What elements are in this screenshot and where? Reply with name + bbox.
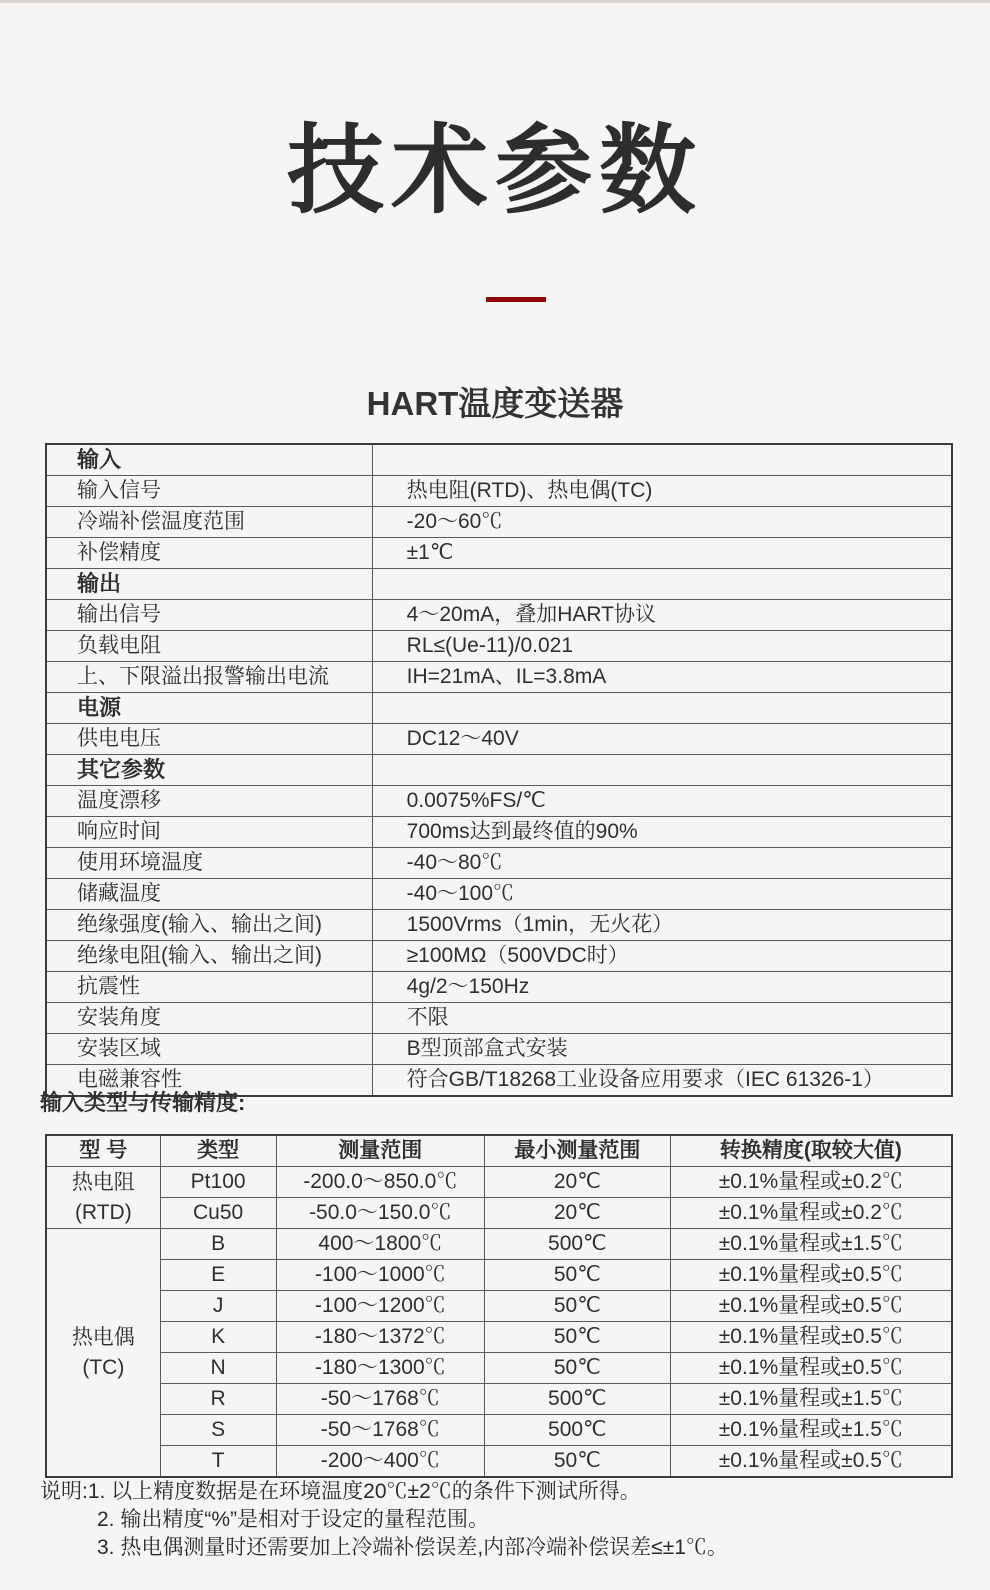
spec-row bbox=[46, 662, 952, 693]
spec-value-cell: 0.0075%FS/℃ bbox=[372, 786, 952, 817]
accuracy-header-row bbox=[46, 1135, 952, 1167]
accuracy-header-cell: 最小测量范围 bbox=[484, 1135, 670, 1167]
spec-row bbox=[46, 1003, 952, 1034]
spec-row bbox=[46, 507, 952, 538]
accuracy-min-range-cell: 50℃ bbox=[484, 1353, 670, 1384]
spec-value-cell: 1500Vrms（1min，无火花） bbox=[372, 910, 952, 941]
accuracy-row bbox=[46, 1167, 952, 1198]
accuracy-range-cell: -100～1000℃ bbox=[276, 1260, 484, 1291]
accuracy-range-cell: -180～1372℃ bbox=[276, 1322, 484, 1353]
spec-label-cell: 安装区域 bbox=[46, 1034, 372, 1065]
spec-value-cell: B型顶部盒式安装 bbox=[372, 1034, 952, 1065]
accuracy-min-range-cell: 20℃ bbox=[484, 1167, 670, 1198]
note-line: 说明:1. 以上精度数据是在环境温度20℃±2℃的条件下测试所得。 bbox=[40, 1480, 641, 1503]
spec-row bbox=[46, 1034, 952, 1065]
accuracy-row bbox=[46, 1446, 952, 1478]
spec-value-cell bbox=[372, 444, 952, 476]
page-title: 技术参数 bbox=[287, 116, 703, 225]
accuracy-range-cell: -200～400℃ bbox=[276, 1446, 484, 1478]
spec-section-row bbox=[46, 569, 952, 600]
spec-label-cell: 供电电压 bbox=[46, 724, 372, 755]
accuracy-range-cell: 400～1800℃ bbox=[276, 1229, 484, 1260]
accuracy-type-cell: R bbox=[160, 1384, 276, 1415]
spec-row bbox=[46, 600, 952, 631]
accuracy-type-cell: E bbox=[160, 1260, 276, 1291]
accuracy-row bbox=[46, 1260, 952, 1291]
spec-value-cell bbox=[372, 755, 952, 786]
spec-value-cell: 热电阻(RTD)、热电偶(TC) bbox=[372, 476, 952, 507]
spec-label-cell: 输出 bbox=[46, 569, 372, 600]
spec-value-cell: 700ms达到最终值的90% bbox=[372, 817, 952, 848]
spec-value-cell: RL≤(Ue-11)/0.021 bbox=[372, 631, 952, 662]
spec-row bbox=[46, 941, 952, 972]
accuracy-row bbox=[46, 1353, 952, 1384]
accuracy-min-range-cell: 500℃ bbox=[484, 1384, 670, 1415]
accuracy-header-cell: 测量范围 bbox=[276, 1135, 484, 1167]
spec-value-cell: ±1℃ bbox=[372, 538, 952, 569]
accuracy-accuracy-cell: ±0.1%量程或±0.5℃ bbox=[670, 1446, 952, 1478]
accuracy-accuracy-cell: ±0.1%量程或±0.5℃ bbox=[670, 1353, 952, 1384]
spec-row bbox=[46, 972, 952, 1003]
spec-value-cell bbox=[372, 693, 952, 724]
accuracy-range-cell: -180～1300℃ bbox=[276, 1353, 484, 1384]
accuracy-row bbox=[46, 1415, 952, 1446]
accuracy-row bbox=[46, 1384, 952, 1415]
accuracy-range-cell: -50～1768℃ bbox=[276, 1415, 484, 1446]
spec-row bbox=[46, 724, 952, 755]
title-divider bbox=[486, 297, 546, 302]
spec-label-cell: 使用环境温度 bbox=[46, 848, 372, 879]
spec-value-cell: 符合GB/T18268工业设备应用要求（IEC 61326-1） bbox=[372, 1065, 952, 1097]
spec-label-cell: 电源 bbox=[46, 693, 372, 724]
accuracy-min-range-cell: 50℃ bbox=[484, 1446, 670, 1478]
spec-label-cell: 安装角度 bbox=[46, 1003, 372, 1034]
spec-value-cell: IH=21mA、IL=3.8mA bbox=[372, 662, 952, 693]
accuracy-model-cell: 热电阻 (RTD) bbox=[46, 1167, 160, 1229]
accuracy-min-range-cell: 50℃ bbox=[484, 1291, 670, 1322]
spec-label-cell: 储藏温度 bbox=[46, 879, 372, 910]
accuracy-type-cell: B bbox=[160, 1229, 276, 1260]
accuracy-model-cell: 热电偶 (TC) bbox=[46, 1229, 160, 1478]
accuracy-range-cell: -200.0～850.0℃ bbox=[276, 1167, 484, 1198]
spec-value-cell bbox=[372, 569, 952, 600]
accuracy-table bbox=[45, 1134, 953, 1478]
spec-row bbox=[46, 910, 952, 941]
spec-row bbox=[46, 538, 952, 569]
accuracy-accuracy-cell: ±0.1%量程或±1.5℃ bbox=[670, 1415, 952, 1446]
accuracy-header-cell: 型 号 bbox=[46, 1135, 160, 1167]
accuracy-min-range-cell: 20℃ bbox=[484, 1198, 670, 1229]
spec-table bbox=[45, 443, 953, 1097]
spec-label-cell: 其它参数 bbox=[46, 755, 372, 786]
spec-label-cell: 输入 bbox=[46, 444, 372, 476]
accuracy-accuracy-cell: ±0.1%量程或±0.5℃ bbox=[670, 1291, 952, 1322]
spec-label-cell: 温度漂移 bbox=[46, 786, 372, 817]
spec-section-row bbox=[46, 693, 952, 724]
spec-label-cell: 抗震性 bbox=[46, 972, 372, 1003]
product-subtitle: HART温度变送器 bbox=[366, 385, 624, 422]
spec-section-row bbox=[46, 755, 952, 786]
accuracy-range-cell: -100～1200℃ bbox=[276, 1291, 484, 1322]
spec-value-cell: -40～100℃ bbox=[372, 879, 952, 910]
spec-label-cell: 负载电阻 bbox=[46, 631, 372, 662]
note-line: 3. 热电偶测量时还需要加上冷端补偿误差,内部冷端补偿误差≤±1℃。 bbox=[97, 1536, 728, 1559]
accuracy-accuracy-cell: ±0.1%量程或±1.5℃ bbox=[670, 1229, 952, 1260]
accuracy-min-range-cell: 50℃ bbox=[484, 1322, 670, 1353]
accuracy-type-cell: Cu50 bbox=[160, 1198, 276, 1229]
accuracy-heading: 输入类型与传输精度: bbox=[40, 1090, 246, 1115]
accuracy-type-cell: S bbox=[160, 1415, 276, 1446]
spec-value-cell: -40～80℃ bbox=[372, 848, 952, 879]
accuracy-row bbox=[46, 1322, 952, 1353]
spec-label-cell: 绝缘电阻(输入、输出之间) bbox=[46, 941, 372, 972]
accuracy-range-cell: -50～1768℃ bbox=[276, 1384, 484, 1415]
accuracy-accuracy-cell: ±0.1%量程或±0.2℃ bbox=[670, 1167, 952, 1198]
spec-row bbox=[46, 817, 952, 848]
spec-value-cell: DC12～40V bbox=[372, 724, 952, 755]
spec-row bbox=[46, 848, 952, 879]
spec-label-cell: 响应时间 bbox=[46, 817, 372, 848]
spec-label-cell: 输出信号 bbox=[46, 600, 372, 631]
spec-row bbox=[46, 631, 952, 662]
accuracy-type-cell: Pt100 bbox=[160, 1167, 276, 1198]
accuracy-header-cell: 类型 bbox=[160, 1135, 276, 1167]
spec-label-cell: 补偿精度 bbox=[46, 538, 372, 569]
spec-label-cell: 绝缘强度(输入、输出之间) bbox=[46, 910, 372, 941]
accuracy-accuracy-cell: ±0.1%量程或±1.5℃ bbox=[670, 1384, 952, 1415]
accuracy-type-cell: K bbox=[160, 1322, 276, 1353]
spec-label-cell: 上、下限溢出报警输出电流 bbox=[46, 662, 372, 693]
accuracy-accuracy-cell: ±0.1%量程或±0.2℃ bbox=[670, 1198, 952, 1229]
accuracy-min-range-cell: 500℃ bbox=[484, 1415, 670, 1446]
accuracy-type-cell: N bbox=[160, 1353, 276, 1384]
spec-value-cell: 不限 bbox=[372, 1003, 952, 1034]
top-strip bbox=[0, 0, 990, 3]
accuracy-min-range-cell: 500℃ bbox=[484, 1229, 670, 1260]
spec-row bbox=[46, 879, 952, 910]
accuracy-accuracy-cell: ±0.1%量程或±0.5℃ bbox=[670, 1322, 952, 1353]
spec-row bbox=[46, 786, 952, 817]
accuracy-type-cell: T bbox=[160, 1446, 276, 1478]
note-line: 2. 输出精度“%”是相对于设定的量程范围。 bbox=[97, 1508, 490, 1531]
spec-label-cell: 冷端补偿温度范围 bbox=[46, 507, 372, 538]
accuracy-min-range-cell: 50℃ bbox=[484, 1260, 670, 1291]
accuracy-header-cell: 转换精度(取较大值) bbox=[670, 1135, 952, 1167]
accuracy-accuracy-cell: ±0.1%量程或±0.5℃ bbox=[670, 1260, 952, 1291]
accuracy-row bbox=[46, 1198, 952, 1229]
spec-value-cell: -20～60℃ bbox=[372, 507, 952, 538]
notes bbox=[40, 1478, 950, 1562]
spec-label-cell: 输入信号 bbox=[46, 476, 372, 507]
spec-section-row bbox=[46, 444, 952, 476]
spec-value-cell: ≥100MΩ（500VDC时） bbox=[372, 941, 952, 972]
spec-value-cell: 4g/2～150Hz bbox=[372, 972, 952, 1003]
accuracy-range-cell: -50.0～150.0℃ bbox=[276, 1198, 484, 1229]
spec-row bbox=[46, 476, 952, 507]
spec-value-cell: 4～20mA，叠加HART协议 bbox=[372, 600, 952, 631]
accuracy-row bbox=[46, 1229, 952, 1260]
accuracy-row bbox=[46, 1291, 952, 1322]
spec-label-cell: 电磁兼容性 bbox=[46, 1065, 372, 1097]
accuracy-type-cell: J bbox=[160, 1291, 276, 1322]
